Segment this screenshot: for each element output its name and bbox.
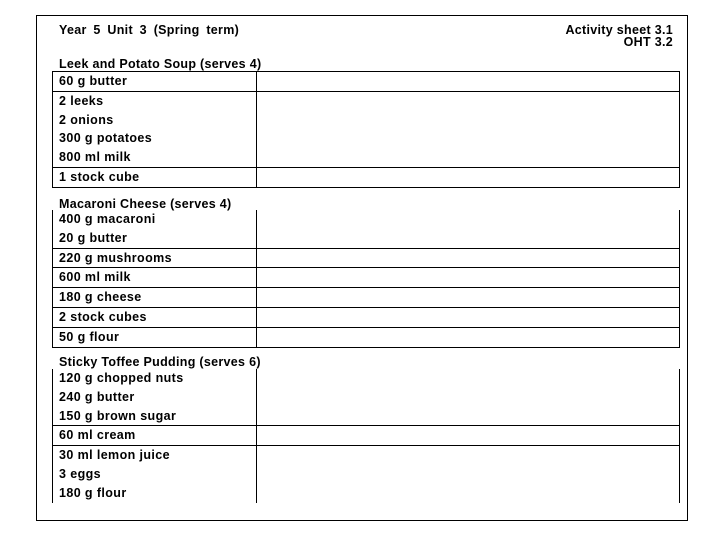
- ingredient-item: 120 g chopped nuts: [59, 371, 184, 385]
- ingredient-item: 600 ml milk: [59, 270, 131, 285]
- answer-cell: [257, 249, 679, 268]
- ingredient-cell: [53, 168, 257, 187]
- answer-cell: [257, 72, 679, 91]
- ingredient-cell: [53, 92, 257, 167]
- ingredient-item: 220 g mushrooms: [59, 250, 172, 265]
- ingredient-group: [53, 328, 679, 347]
- ingredient-group: [53, 426, 679, 446]
- ingredient-cell: [53, 328, 257, 347]
- ingredient-cell: [53, 249, 257, 268]
- ingredient-item: 400 g macaroni: [59, 212, 156, 226]
- ingredient-group: [53, 168, 679, 187]
- ingredient-item: 60 g butter: [59, 74, 128, 88]
- ingredient-group: [53, 308, 679, 328]
- ingredient-cell: [53, 308, 257, 327]
- recipe-table: [52, 369, 680, 503]
- oht-number: OHT 3.2: [623, 35, 673, 49]
- ingredient-item: 2 leeks: [59, 93, 104, 108]
- ingredient-group: [53, 72, 679, 92]
- recipe-title: Sticky Toffee Pudding (serves 6): [59, 355, 261, 369]
- ingredient-group: [53, 210, 679, 249]
- answer-cell: [257, 168, 679, 187]
- answer-cell: [257, 288, 679, 307]
- answer-cell: [257, 92, 679, 167]
- ingredient-group: [53, 268, 679, 288]
- ingredient-group: [53, 249, 679, 269]
- recipe-title: Macaroni Cheese (serves 4): [59, 197, 232, 211]
- sheet-reference: [565, 24, 673, 48]
- ingredient-item: 240 g butter: [59, 389, 135, 404]
- ingredient-item: 60 ml cream: [59, 428, 136, 443]
- ingredient-item: 180 g cheese: [59, 290, 142, 305]
- ingredient-item: 20 g butter: [59, 230, 128, 245]
- ingredient-group: [53, 92, 679, 168]
- ingredient-cell: [53, 426, 257, 445]
- ingredient-item: 30 ml lemon juice: [59, 448, 171, 463]
- answer-cell: [257, 268, 679, 287]
- ingredient-cell: [53, 210, 257, 248]
- ingredient-group: [53, 369, 679, 426]
- ingredient-item: 50 g flour: [59, 329, 120, 344]
- ingredient-item: 800 ml milk: [59, 150, 131, 165]
- ingredient-group: [53, 446, 679, 502]
- recipe-title: Leek and Potato Soup (serves 4): [59, 57, 262, 71]
- ingredient-item: 2 stock cubes: [59, 309, 147, 324]
- ingredient-cell: [53, 446, 257, 502]
- ingredient-cell: [53, 268, 257, 287]
- ingredient-item: 2 onions: [59, 112, 114, 127]
- answer-cell: [257, 328, 679, 347]
- ingredient-item: 150 g brown sugar: [59, 408, 177, 423]
- ingredient-item: 180 g flour: [59, 485, 127, 500]
- recipe-table: [52, 210, 680, 348]
- ingredient-group: [53, 288, 679, 308]
- answer-cell: [257, 369, 679, 425]
- ingredient-cell: [53, 369, 257, 425]
- course-header: Year 5 Unit 3 (Spring term): [59, 23, 240, 37]
- activity-sheet-number: Activity sheet 3.1: [565, 23, 673, 37]
- ingredient-cell: [53, 72, 257, 91]
- answer-cell: [257, 308, 679, 327]
- answer-cell: [257, 426, 679, 445]
- recipe-table: [52, 71, 680, 188]
- answer-cell: [257, 210, 679, 248]
- ingredient-item: 3 eggs: [59, 466, 101, 481]
- ingredient-cell: [53, 288, 257, 307]
- ingredient-item: 300 g potatoes: [59, 131, 153, 146]
- ingredient-item: 1 stock cube: [59, 169, 140, 184]
- answer-cell: [257, 446, 679, 502]
